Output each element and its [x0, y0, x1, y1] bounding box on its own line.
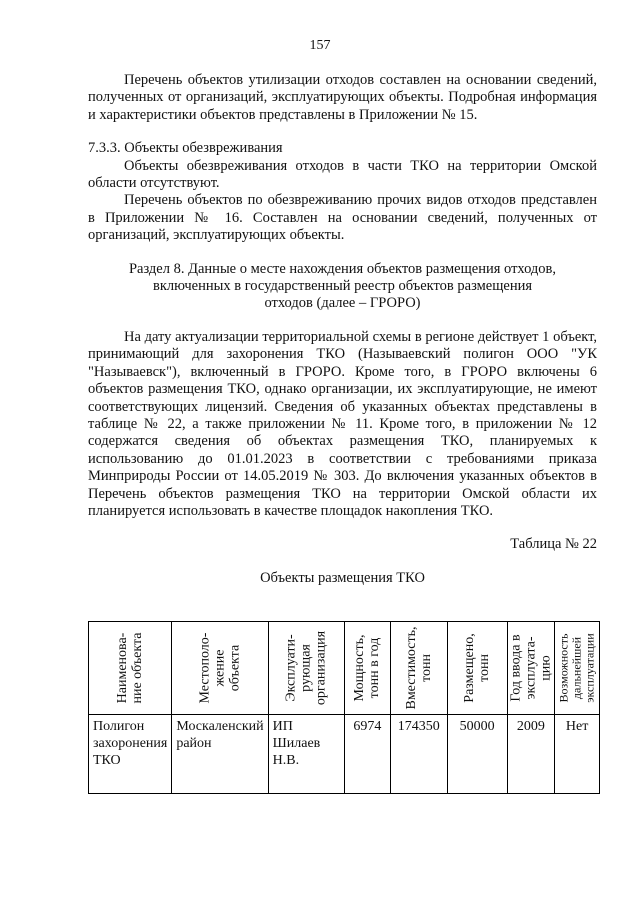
heading-7-3-3: 7.3.3. Объекты обезвреживания — [88, 140, 283, 157]
cell-location: Москаленский район — [172, 715, 268, 794]
header-volume: Вместимость, тонн — [390, 622, 447, 715]
header-year: Год ввода в эксплуата-цию — [507, 622, 555, 715]
cell-further-use: Нет — [555, 715, 600, 794]
section-8-title-line-2: включенных в государственный реестр объектов размещения — [152, 278, 533, 295]
section-8-title-line-1: Раздел 8. Данные о месте нахождения объектов размещения отходов, — [128, 260, 557, 277]
paragraph-groro: На дату актуализации территориальной схемы в регионе действует 1 объект, принимающий для захоронения ТКО (Называевский полигон ООО "УК "Называевск"), включенный в ГРОРО. Кроме того, в ГРОРО включены 6 объектов размещения ТКО, однако организации, их эксплуатирующие, не имеют соответствующих лицензий. Сведения об указанных объектах представлены в таблице № 22, а также приложении № 11. Кроме того, в приложении № 12 содержатся сведения об объектах размещения ТКО, планируемых к использованию до 01.01.2023 в соответствии с требованиями приказа Минприроды России от 14.05.2019 № 303. До включения указанных объектов в Перечень объектов размещения ТКО на территории Омской области их планируется использовать в качестве площадок накопления ТКО. — [88, 328, 597, 519]
table-caption: Объекты размещения ТКО — [260, 569, 425, 586]
header-operator: Эксплуати-рующая организация — [268, 622, 344, 715]
page-number: 157 — [309, 38, 331, 53]
cell-name: Полигон захоронения ТКО — [89, 715, 172, 794]
cell-placed: 50000 — [447, 715, 507, 794]
header-placed: Размещено, тонн — [447, 622, 507, 715]
paragraph-neutralization-other: Перечень объектов по обезвреживанию прочих видов отходов представлен в Приложении № 16. Составлен на основании сведений, полученных от организаций, эксплуатирующих объекты. — [88, 192, 597, 244]
cell-operator: ИП Шилаев Н.В. — [268, 715, 344, 794]
table-number: Таблица № 22 — [510, 536, 597, 553]
paragraph-neutralization-tko: Объекты обезвреживания отходов в части ТКО на территории Омской области отсутствуют. — [88, 157, 597, 192]
cell-volume: 174350 — [390, 715, 447, 794]
document-body — [88, 72, 597, 587]
cell-year: 2009 — [507, 715, 555, 794]
header-capacity: Мощность, тонн в год — [344, 622, 390, 715]
cell-capacity: 6974 — [344, 715, 390, 794]
paragraph-utilization: Перечень объектов утилизации отходов составлен на основании сведений, полученных от организаций, эксплуатирующих объекты. Подробная информация и характеристики объектов представлены в Приложении № 15. — [88, 72, 597, 123]
header-name: Наименова-ние объекта — [89, 622, 172, 715]
table-row — [89, 715, 600, 794]
section-8-title-line-3: отходов (далее – ГРОРО) — [264, 295, 421, 312]
header-location: Местополо-жение объекта — [172, 622, 268, 715]
header-further-use: Возможность дальнейшей эксплуатации — [555, 622, 600, 715]
table-header-row — [89, 622, 600, 715]
objects-table — [88, 621, 600, 794]
